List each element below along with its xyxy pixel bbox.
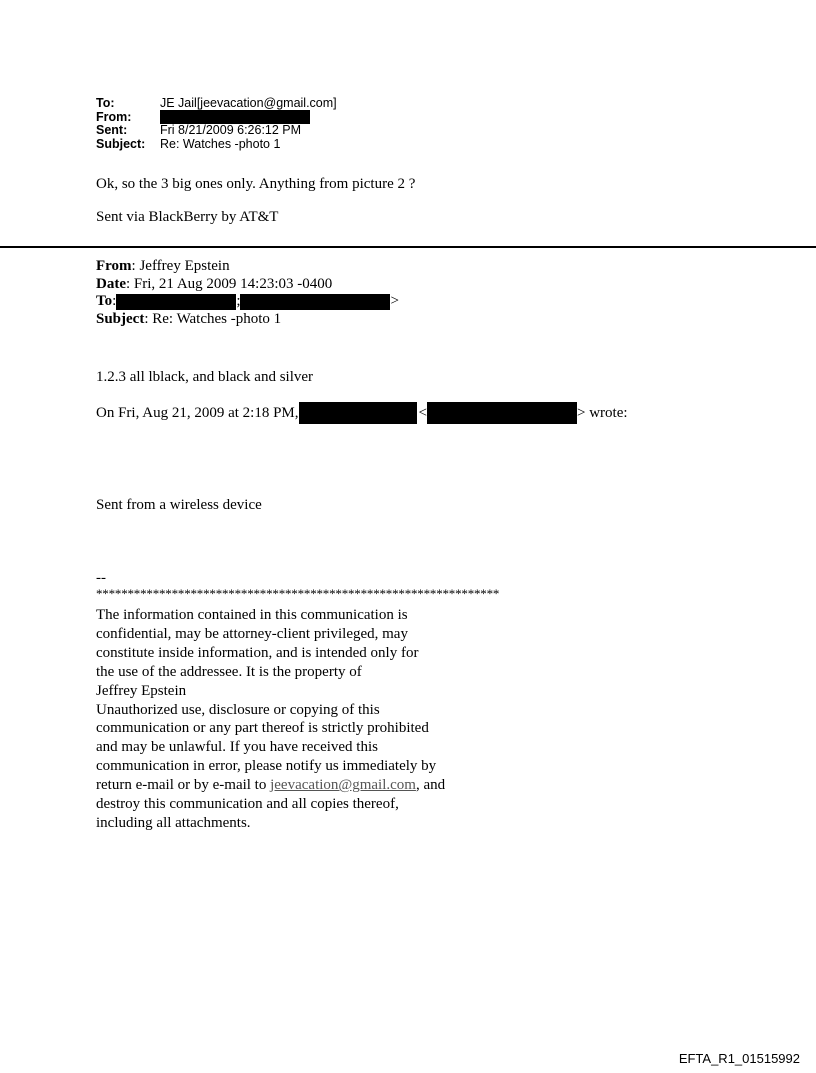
email-header bbox=[96, 97, 337, 151]
notice-return-suffix: , and bbox=[415, 777, 446, 794]
notice-line: constitute inside information, and is intended only for bbox=[96, 644, 419, 661]
header-from-row bbox=[96, 111, 337, 125]
notice-return-prefix: return e-mail or by e-mail to bbox=[96, 777, 271, 794]
divider-line bbox=[0, 246, 816, 248]
fwd-subject-label: Subject bbox=[96, 310, 145, 327]
quote-prefix: On Fri, Aug 21, 2009 at 2:18 PM, bbox=[96, 405, 299, 421]
notice-line: and may be unlawful. If you have received this bbox=[96, 739, 378, 756]
sent-label: Sent: bbox=[96, 123, 128, 137]
confidentiality-notice bbox=[96, 606, 536, 833]
from-label: From: bbox=[96, 109, 132, 124]
document-id: EFTA_R1_01515992 bbox=[678, 1051, 800, 1066]
fwd-from-row bbox=[96, 258, 399, 276]
notice-line: the use of the addressee. It is the property of bbox=[96, 663, 362, 680]
quote-suffix: > wrote: bbox=[576, 405, 628, 421]
wireless-text: Sent from a wireless device bbox=[96, 497, 262, 513]
fwd-to-semicolon: ; bbox=[236, 293, 241, 309]
forwarded-header bbox=[96, 258, 399, 328]
message-text: Ok, so the 3 big ones only. Anything from picture 2 ? bbox=[96, 176, 416, 192]
notice-return-line bbox=[96, 776, 536, 795]
separator-stars: **************************************************************** bbox=[96, 586, 500, 601]
redaction-box bbox=[299, 402, 417, 424]
fwd-date-label: Date bbox=[96, 275, 126, 292]
notice-line: communication or any part thereof is strictly prohibited bbox=[96, 720, 429, 737]
email-link[interactable]: jeevacation@gmail.com bbox=[270, 777, 416, 794]
fwd-date-value: : Fri, 21 Aug 2009 14:23:03 -0400 bbox=[126, 275, 333, 292]
fwd-subject-row bbox=[96, 311, 399, 329]
redaction-box bbox=[427, 402, 577, 424]
fwd-from-label: From bbox=[96, 258, 132, 274]
notice-line: including all attachments. bbox=[96, 814, 251, 831]
notice-line: The information contained in this communication is bbox=[96, 607, 408, 623]
subject-value: Re: Watches -photo 1 bbox=[160, 136, 281, 151]
notice-line: confidential, may be attorney-client privileged, may bbox=[96, 625, 408, 642]
fwd-from-value: : Jeffrey Epstein bbox=[131, 258, 230, 274]
header-to-row bbox=[96, 97, 337, 111]
notice-line: Unauthorized use, disclosure or copying of this bbox=[96, 701, 380, 718]
quote-lt: < bbox=[418, 405, 427, 421]
reply-text: 1.2.3 all lblack, and black and silver bbox=[96, 369, 314, 385]
fwd-subject-value: : Re: Watches -photo 1 bbox=[144, 310, 282, 327]
notice-line: destroy this communication and all copies thereof, bbox=[96, 796, 399, 813]
to-value: JE Jail[jeevacation@gmail.com] bbox=[160, 96, 337, 110]
sent-value: Fri 8/21/2009 6:26:12 PM bbox=[160, 123, 302, 137]
fwd-to-row bbox=[96, 293, 399, 311]
subject-label: Subject: bbox=[96, 136, 146, 151]
separator-dashes: -- bbox=[96, 570, 106, 586]
redaction-box bbox=[116, 294, 236, 310]
fwd-to-sep: : bbox=[112, 293, 117, 309]
notice-line: Jeffrey Epstein bbox=[96, 682, 187, 699]
fwd-to-close: > bbox=[390, 293, 399, 309]
fwd-to-label: To bbox=[96, 293, 113, 309]
fwd-date-row bbox=[96, 276, 399, 294]
signature-text: Sent via BlackBerry by AT&T bbox=[96, 209, 279, 225]
redaction-box bbox=[240, 294, 390, 310]
header-subject-row bbox=[96, 138, 337, 152]
quote-line bbox=[96, 402, 628, 424]
notice-line: communication in error, please notify us immediately by bbox=[96, 758, 437, 775]
to-label: To: bbox=[96, 96, 115, 110]
header-sent-row bbox=[96, 124, 337, 138]
